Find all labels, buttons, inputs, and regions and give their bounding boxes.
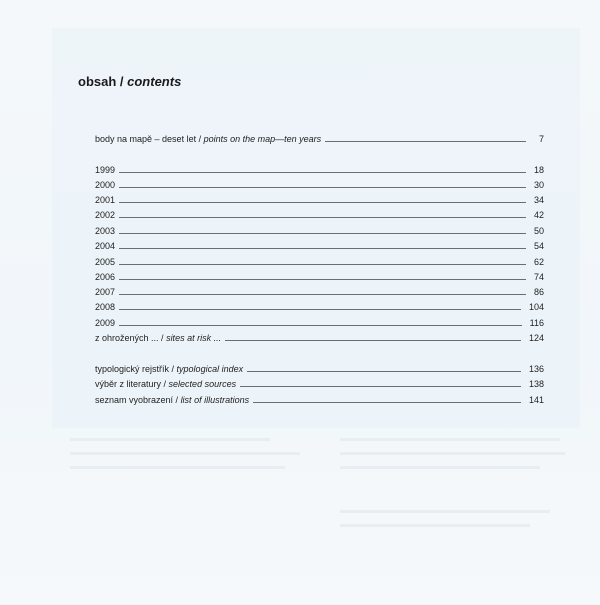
toc-page-number: 62	[533, 257, 544, 267]
toc-page-number: 34	[533, 195, 544, 205]
toc-entry-label: 2002	[95, 210, 116, 220]
show-through-line	[70, 452, 300, 455]
toc-page-number: 7	[538, 134, 544, 144]
toc-entry[interactable]	[95, 375, 544, 389]
toc-entry-label: 2008	[95, 302, 116, 312]
leader-line	[119, 202, 526, 203]
show-through-line	[70, 438, 270, 441]
toc-entry[interactable]	[95, 161, 544, 175]
toc-entry[interactable]	[95, 298, 544, 312]
show-through-line	[340, 510, 550, 513]
toc-entry[interactable]	[95, 283, 544, 297]
toc-entry[interactable]	[95, 253, 544, 267]
toc-page-number: 74	[533, 272, 544, 282]
show-through-line	[340, 466, 540, 469]
show-through-line	[340, 438, 560, 441]
toc-page-number: 136	[528, 364, 544, 374]
show-through-line	[70, 466, 285, 469]
toc-page-number: 30	[533, 180, 544, 190]
leader-line	[247, 371, 521, 372]
toc-entry-label: 2000	[95, 180, 116, 190]
toc-entry-label: výběr z literatury / selected sources	[95, 379, 237, 389]
title-czech: obsah	[78, 74, 117, 89]
toc-page-number: 86	[533, 287, 544, 297]
leader-line	[119, 233, 526, 234]
toc-page-number: 124	[528, 333, 544, 343]
toc-entry-label: seznam vyobrazení / list of illustrations	[95, 395, 250, 405]
toc-entry[interactable]	[95, 237, 544, 251]
leader-line	[119, 187, 526, 188]
toc-page-number: 18	[533, 165, 544, 175]
toc-entry[interactable]	[95, 314, 544, 328]
toc-entry[interactable]	[95, 176, 544, 190]
leader-line	[119, 264, 526, 265]
toc-page-number: 116	[529, 318, 544, 328]
show-through-line	[340, 524, 530, 527]
title-separator: /	[116, 74, 128, 89]
toc-entry-label: 2005	[95, 257, 116, 267]
toc-entry-label: typologický rejstřík / typological index	[95, 364, 244, 374]
leader-line	[119, 172, 526, 173]
toc-page-number: 138	[528, 379, 544, 389]
leader-line	[325, 141, 526, 142]
toc-entry-label: 2004	[95, 241, 116, 251]
leader-line	[119, 217, 526, 218]
title-english: contents	[127, 74, 182, 89]
leader-line	[225, 340, 521, 341]
toc-entry-label: 2001	[95, 195, 116, 205]
toc-entry-label: 2007	[95, 287, 116, 297]
toc-entry-label: 2009	[95, 318, 116, 328]
toc-entry-label: 2006	[95, 272, 116, 282]
toc-entry[interactable]	[95, 360, 544, 374]
page-title	[78, 74, 181, 89]
toc-page-number: 50	[533, 226, 544, 236]
toc-page-number: 104	[528, 302, 544, 312]
leader-line	[240, 386, 521, 387]
show-through-line	[340, 452, 565, 455]
leader-line	[119, 309, 521, 310]
toc-entry-label: body na mapě – deset let / points on the map—ten years	[95, 134, 322, 144]
toc-page-number: 54	[533, 241, 544, 251]
toc-entry[interactable]	[95, 222, 544, 236]
leader-line	[253, 402, 521, 403]
toc-entry-label: 1999	[95, 165, 116, 175]
toc-entry-label: 2003	[95, 226, 116, 236]
toc-page-number: 141	[528, 395, 544, 405]
toc-entry[interactable]	[95, 391, 544, 405]
leader-line	[119, 248, 526, 249]
toc-entry[interactable]	[95, 268, 544, 282]
leader-line	[119, 294, 526, 295]
toc-entry[interactable]	[95, 329, 544, 343]
toc-entry[interactable]	[95, 191, 544, 205]
toc-page-number: 42	[533, 210, 544, 220]
leader-line	[119, 325, 522, 326]
toc-entry-label: z ohrožených ... / sites at risk ...	[95, 333, 222, 343]
toc-entry[interactable]	[95, 130, 544, 144]
toc-entry[interactable]	[95, 206, 544, 220]
leader-line	[119, 279, 526, 280]
